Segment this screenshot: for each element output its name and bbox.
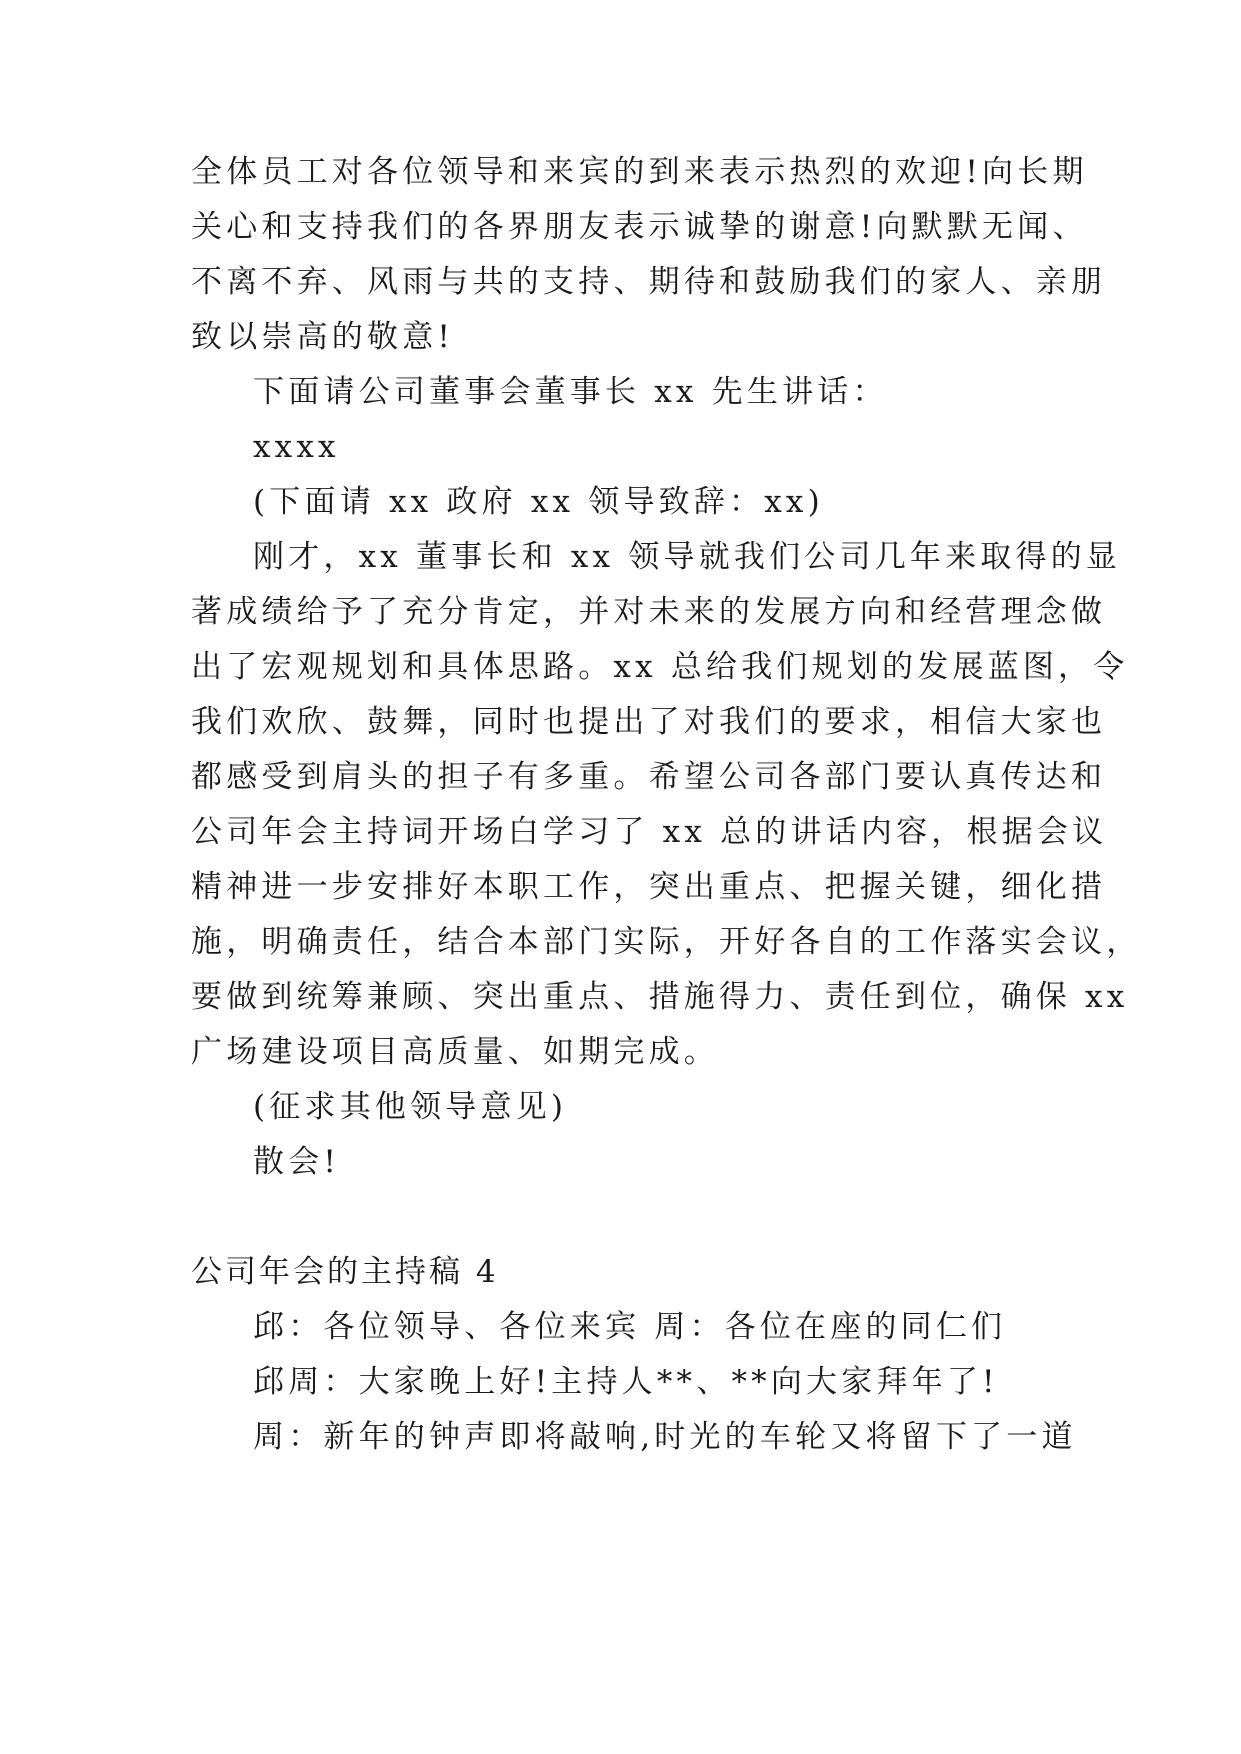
paragraph-line: 都感受到肩头的担子有多重。希望公司各部门要认真传达和 [191,759,1107,795]
paragraph-line: 施，明确责任，结合本部门实际，开好各自的工作落实会议， [191,924,1142,960]
paragraph-line: 我们欢欣、鼓舞，同时也提出了对我们的要求，相信大家也 [191,704,1107,740]
paragraph-line: 散会! [253,1144,341,1180]
paragraph-line: 广场建设项目高质量、如期完成。 [191,1034,719,1070]
paragraph-line: xxxx [253,429,340,465]
section-title: 公司年会的主持稿 4 [191,1254,499,1290]
paragraph-line: 不离不弃、风雨与共的支持、期待和鼓励我们的家人、亲朋 [191,264,1107,300]
paragraph-line: 全体员工对各位领导和来宾的到来表示热烈的欢迎!向长期 [191,154,1088,190]
paragraph-line: 出了宏观规划和具体思路。xx 总给我们规划的发展蓝图，令 [191,649,1129,685]
paragraph-line: 刚才，xx 董事长和 xx 领导就我们公司几年来取得的显 [253,539,1122,575]
paragraph-line: 邱：各位领导、各位来宾 周：各位在座的同仁们 [253,1309,1007,1345]
paragraph-line: 致以崇高的敬意! [191,319,455,355]
paragraph-line: (下面请 xx 政府 xx 领导致辞：xx) [253,484,824,520]
paragraph-line: 关心和支持我们的各界朋友表示诚挚的谢意!向默默无闻、 [191,209,1088,245]
paragraph-line: 周：新年的钟声即将敲响,时光的车轮又将留下了一道 [253,1419,1077,1455]
paragraph-line: 著成绩给予了充分肯定，并对未来的发展方向和经营理念做 [191,594,1107,630]
paragraph-line: 要做到统筹兼顾、突出重点、措施得力、责任到位，确保 xx [191,979,1129,1015]
paragraph-line: (征求其他领导意见) [253,1089,568,1125]
paragraph-line: 邱周：大家晚上好!主持人**、**向大家拜年了! [253,1364,999,1400]
paragraph-line: 精神进一步安排好本职工作，突出重点、把握关键，细化措 [191,869,1107,905]
paragraph-line: 下面请公司董事会董事长 xx 先生讲话： [253,374,888,410]
paragraph-line: 公司年会主持词开场白学习了 xx 总的讲话内容，根据会议 [191,814,1108,850]
